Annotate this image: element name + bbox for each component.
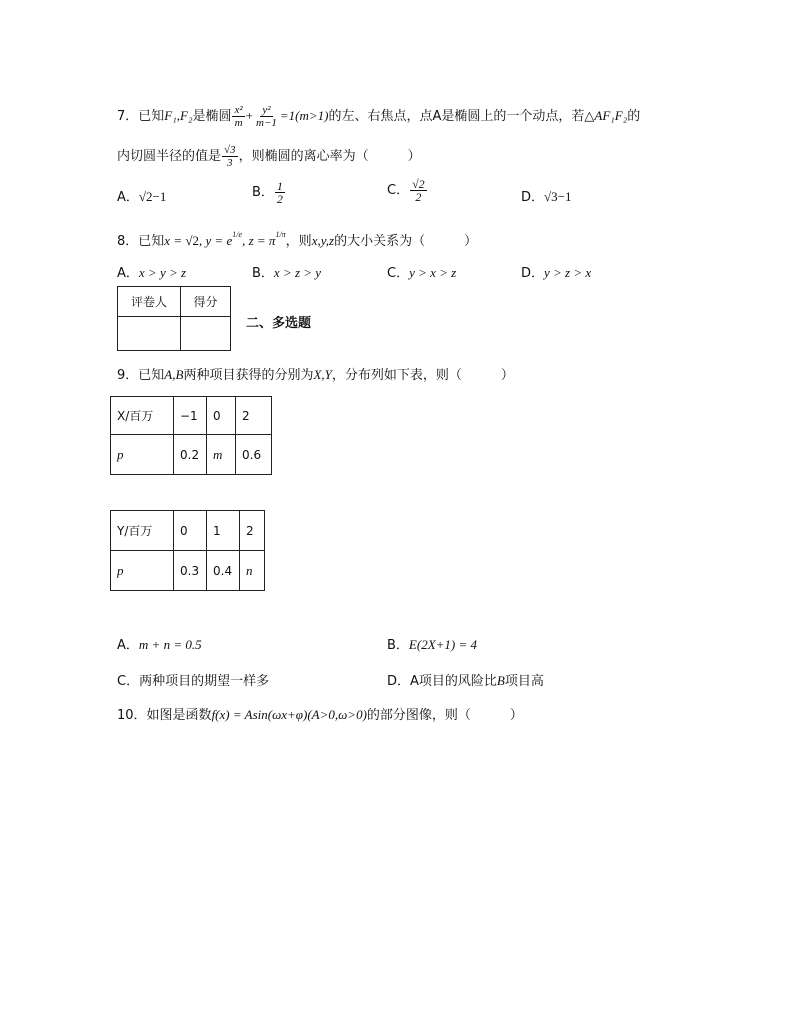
q7-radius-frac: $\frac{√3}{3}$ [224, 144, 236, 169]
table-y-row-3: n [240, 551, 265, 591]
q7-option-d[interactable]: D．√3−1 [521, 189, 572, 205]
q7-eq-rest: =1(m>1) [279, 108, 329, 123]
q7-option-b[interactable]: B． $\frac{1}{2}$ [252, 179, 283, 206]
table-y-row-1: 0.3 [174, 551, 207, 591]
score-cell[interactable] [181, 317, 231, 351]
q8-option-d[interactable]: D．y > z > x [521, 265, 592, 281]
table-y-header-2: 1 [207, 511, 240, 551]
q9-option-c[interactable]: C．两种项目的期望一样多 [117, 674, 270, 689]
q7-text-c: 的左、右焦点，点A是椭圆上的一个动点，若 [328, 109, 585, 124]
table-y-row-2: 0.4 [207, 551, 240, 591]
q9-line: 9．已知A,B两种项目获得的分别为X,Y，分布列如下表，则（ ） [117, 367, 514, 383]
table-x-row-0: p [111, 435, 174, 475]
q8-option-c[interactable]: C．y > x > z [387, 265, 457, 281]
q7-option-c[interactable]: C． $\frac{√2}{2}$ [387, 177, 425, 204]
q7-frac1: $\frac{\text{x²}}{m}$ [234, 104, 243, 129]
table-x-row-3: 0.6 [236, 435, 272, 475]
table-x-header-3: 2 [236, 397, 272, 435]
q7-text-d: 的 [627, 109, 641, 124]
section-title: 二、多选题 [246, 316, 312, 331]
q7-line2 [117, 144, 421, 169]
q8-option-a[interactable]: A．x > y > z [117, 265, 187, 281]
score-label: 得分 [181, 287, 231, 317]
q10-line: 10．如图是函数f(x) = Asin(ωx+φ)(A>0,ω>0)的部分图像，则（ ） [117, 707, 523, 723]
table-x-row-1: 0.2 [174, 435, 207, 475]
table-x-header-2: 0 [207, 397, 236, 435]
grader-box [117, 286, 231, 351]
table-x-header-0: X/百万 [111, 397, 174, 435]
q7-foci: F₁,F₂ [164, 108, 193, 123]
table-y-row-0: p [111, 551, 174, 591]
q7-text-b: 是椭圆 [192, 109, 232, 124]
q8-option-b[interactable]: B．x > z > y [252, 265, 322, 281]
q9-option-b[interactable]: B．E(2X+1) = 4 [387, 637, 478, 653]
q9-option-a[interactable]: A．m + n = 0.5 [117, 637, 202, 653]
q7-option-a[interactable]: A．√2−1 [117, 189, 167, 205]
q7-line1: 7．已知F₁,F₂是椭圆 $\frac{\text{x²}}{m}$ + $\frac{\text{y²}}{m-1}$ =1(m>1)的左、右焦点，点A是椭圆上的一个动点，若△AF₁F₂的 [117, 104, 641, 129]
q7-line2-b: ，则椭圆的离心率为（ ） [238, 149, 421, 164]
q7-number: 7． [117, 109, 139, 124]
table-y-header-0: Y/百万 [111, 511, 174, 551]
q7-text-a: 已知 [138, 109, 165, 124]
grader-label: 评卷人 [118, 287, 181, 317]
table-y-header-1: 0 [174, 511, 207, 551]
q8-line: 8．已知x = √2, $y = e^{1/e}$, $z = \pi^{1/\pi}$，则x,y,z的大小关系为（ ） [117, 230, 478, 249]
distribution-table-y [110, 510, 265, 591]
distribution-table-x [110, 396, 272, 475]
grader-cell[interactable] [118, 317, 181, 351]
q7-frac2: $\frac{\text{y²}}{m-1}$ [256, 104, 277, 129]
table-y-header-3: 2 [240, 511, 265, 551]
table-x-header-1: −1 [174, 397, 207, 435]
q10-function: f(x) = Asin(ωx+φ)(A>0,ω>0) [211, 707, 367, 722]
q8-expr: x = √2, $y = e^{1/e}$, $z = \pi^{1/\pi}$ [164, 230, 286, 248]
q7-line2-a: 内切圆半径的值是 [117, 149, 222, 164]
q7-triangle: △AF₁F₂ [584, 108, 628, 123]
table-x-row-2: m [207, 435, 236, 475]
q9-option-d[interactable]: D．A项目的风险比B项目高 [387, 673, 544, 689]
